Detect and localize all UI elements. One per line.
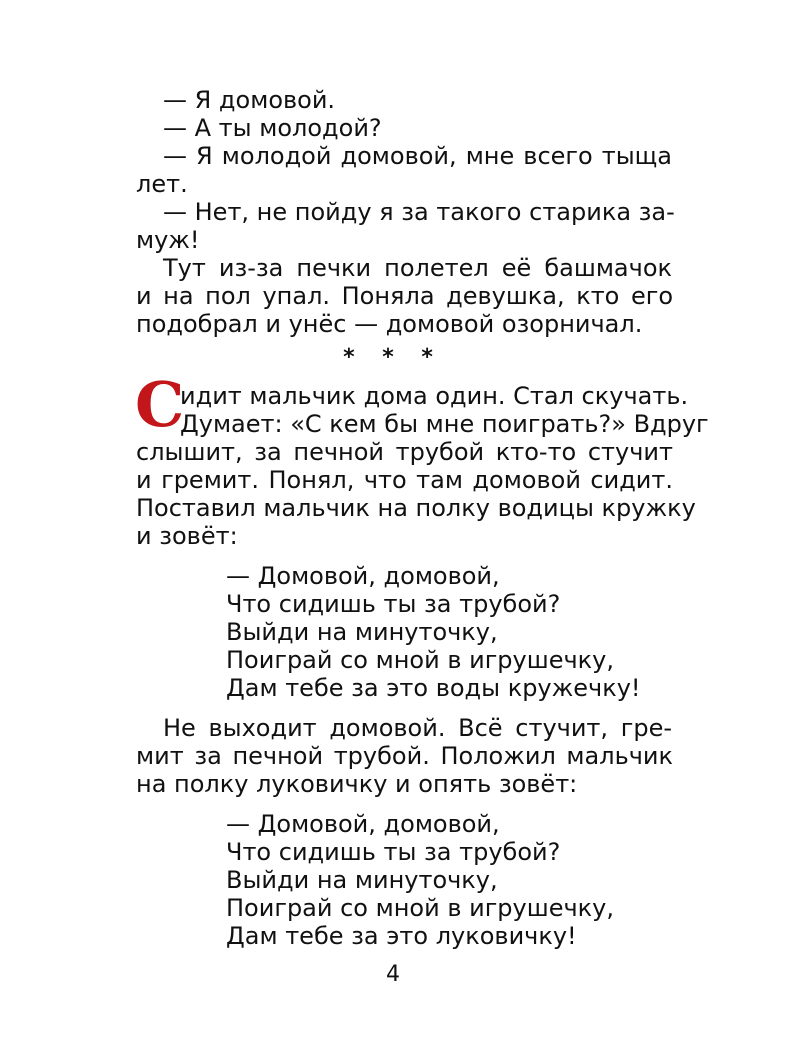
poem-line: Выйди на минуточку, — [226, 866, 498, 894]
poem-line: Что сидишь ты за трубой? — [226, 838, 561, 866]
poem-line: Дам тебе за это воды кружечку! — [226, 674, 641, 702]
paragraph-line: мит за печной трубой. Положил мальчик — [136, 742, 673, 770]
paragraph-line: слышит, за печной трубой кто-то стучит — [136, 438, 673, 466]
page-number: 4 — [386, 962, 400, 987]
paragraph-line: Думает: «С кем бы мне поиграть?» Вдруг — [180, 410, 709, 438]
paragraph-line: Тут из-за печки полетел её башмачок — [163, 254, 672, 282]
poem-line: Поиграй со мной в игрушечку, — [226, 646, 614, 674]
dialogue-line: — Нет, не пойду я за такого старика за- — [163, 198, 675, 226]
section-separator: * * * — [343, 345, 443, 370]
dialogue-line: муж! — [136, 226, 200, 254]
paragraph-line: на полку луковичку и опять зовёт: — [136, 770, 578, 798]
poem-line: Что сидишь ты за трубой? — [226, 590, 561, 618]
poem-line: Дам тебе за это луковичку! — [226, 922, 577, 950]
drop-cap-letter: С — [135, 368, 185, 441]
dialogue-line: лет. — [136, 170, 188, 198]
paragraph-line: идит мальчик дома один. Стал скучать. — [180, 382, 689, 410]
poem-line: — Домовой, домовой, — [226, 810, 500, 838]
dialogue-line: — А ты молодой? — [163, 114, 382, 142]
poem-line: Выйди на минуточку, — [226, 618, 498, 646]
dialogue-line: — Я молодой домовой, мне всего тыща — [163, 142, 672, 170]
paragraph-line: Поставил мальчик на полку водицы кружку — [136, 494, 696, 522]
poem-line: Поиграй со мной в игрушечку, — [226, 894, 614, 922]
paragraph-line: Не выходит домовой. Всё стучит, гре- — [163, 714, 672, 742]
paragraph-line: и гремит. Понял, что там домовой сидит. — [136, 466, 673, 494]
paragraph-line: и на пол упал. Поняла девушка, кто его — [136, 282, 673, 310]
paragraph-line: подобрал и унёс — домовой озорничал. — [136, 310, 643, 338]
poem-line: — Домовой, домовой, — [226, 562, 500, 590]
dialogue-line: — Я домовой. — [163, 86, 336, 114]
paragraph-line: и зовёт: — [136, 522, 238, 550]
